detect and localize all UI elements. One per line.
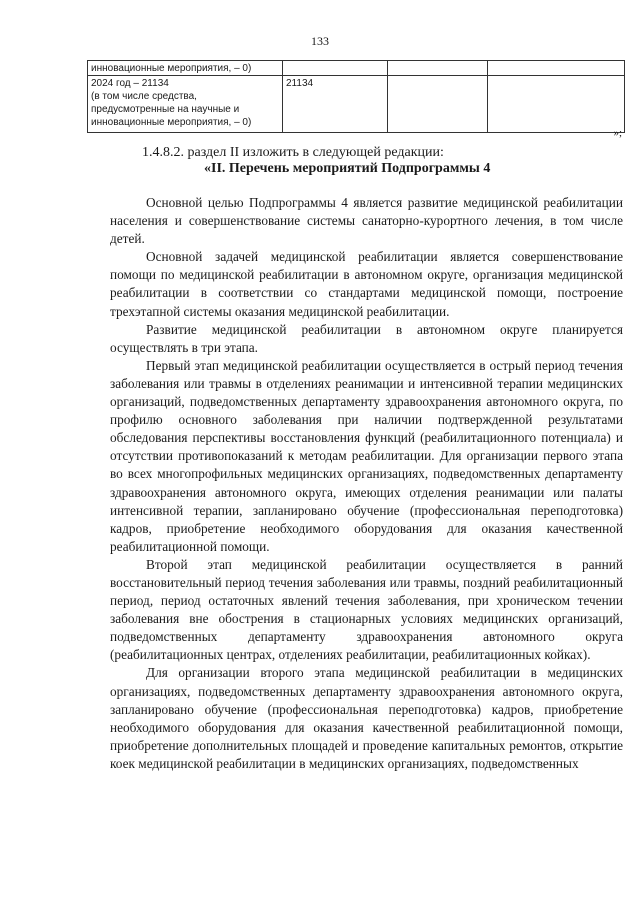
table-cell [388,76,488,133]
table-cell [283,61,388,76]
table-cell: инновационные мероприятия, – 0) [88,61,283,76]
table-cell [488,61,625,76]
table-row [88,61,625,76]
amendment-instruction: 1.4.8.2. раздел II изложить в следующей редакции: [142,145,444,160]
body-text [110,194,623,773]
table-cell [488,76,625,133]
closing-quote: »; [613,127,622,139]
paragraph: Для организации второго этапа медицинской реабилитации в медицинских организациях, подведомственных департаменту здравоохранения автономного округа, запланировано обучение (профессиональная переподготовка) кадров, приобретение необходимого оборудования для оказания качественной реабилитационной помощи, приобретение дополнительных площадей и проведение капитальных ремонтов, открытие коек медицинской реабилитации в медицинских организациях, подведомственных [110,665,623,771]
paragraph: Второй этап медицинской реабилитации осуществляется в ранний восстановительный период течения заболевания или травмы, поздний реабилитационный период, период остаточных явлений течения заболевания, при хроническом течении заболевания вне обострения в стационарных условиях медицинских организаций, подведомственных департаменту здравоохранения автономного округа (реабилитационных центрах, отделениях реабилитации, реабилитационных койках). [110,556,623,663]
continued-financing-table [87,60,625,133]
table-cell: 21134 [283,76,388,133]
paragraph: Основной целью Подпрограммы 4 является развитие медицинской реабилитации населения и совершенствование системы санаторно-курортного лечения, в том числе детей. [110,195,623,247]
paragraph: Развитие медицинской реабилитации в автономном округе планируется осуществлять в три этапа. [110,321,623,355]
section-title: «II. Перечень мероприятий Подпрограммы 4 [204,161,491,176]
table-cell [388,61,488,76]
table-cell: 2024 год – 21134 (в том числе средства, предусмотренные на научные и инновационные мероприятия, – 0) [88,76,283,133]
table-row [88,76,625,133]
paragraph: Основной задачей медицинской реабилитации является совершенствование помощи по медицинской реабилитации в автономном округе, организация медицинской реабилитации в соответствии со стандартами медицинской помощи, построение трехэтапной системы оказания медицинской реабилитации. [110,249,623,319]
paragraph: Первый этап медицинской реабилитации осуществляется в острый период течения заболевания или травмы в отделениях реанимации и интенсивной терапии медицинских организаций, подведомственных департаменту здравоохранения автономного округа, по профилю основного заболевания при наличии подтвержденной результатами обследования перспективы восстановления функций (реабилитационного потенциала) и отсутствии противопоказаний к методам реабилитации. Для организации первого этапа во всех многопрофильных медицинских организациях, подведомственных департаменту здравоохранения автономного округа, имеющих отделения реанимации или палаты интенсивной терапии, запланировано обучение (профессиональная переподготовка) кадров, приобретение необходимого оборудования для оказания качественной реабилитационной помощи. [110,357,623,554]
page-number: 133 [311,34,329,48]
